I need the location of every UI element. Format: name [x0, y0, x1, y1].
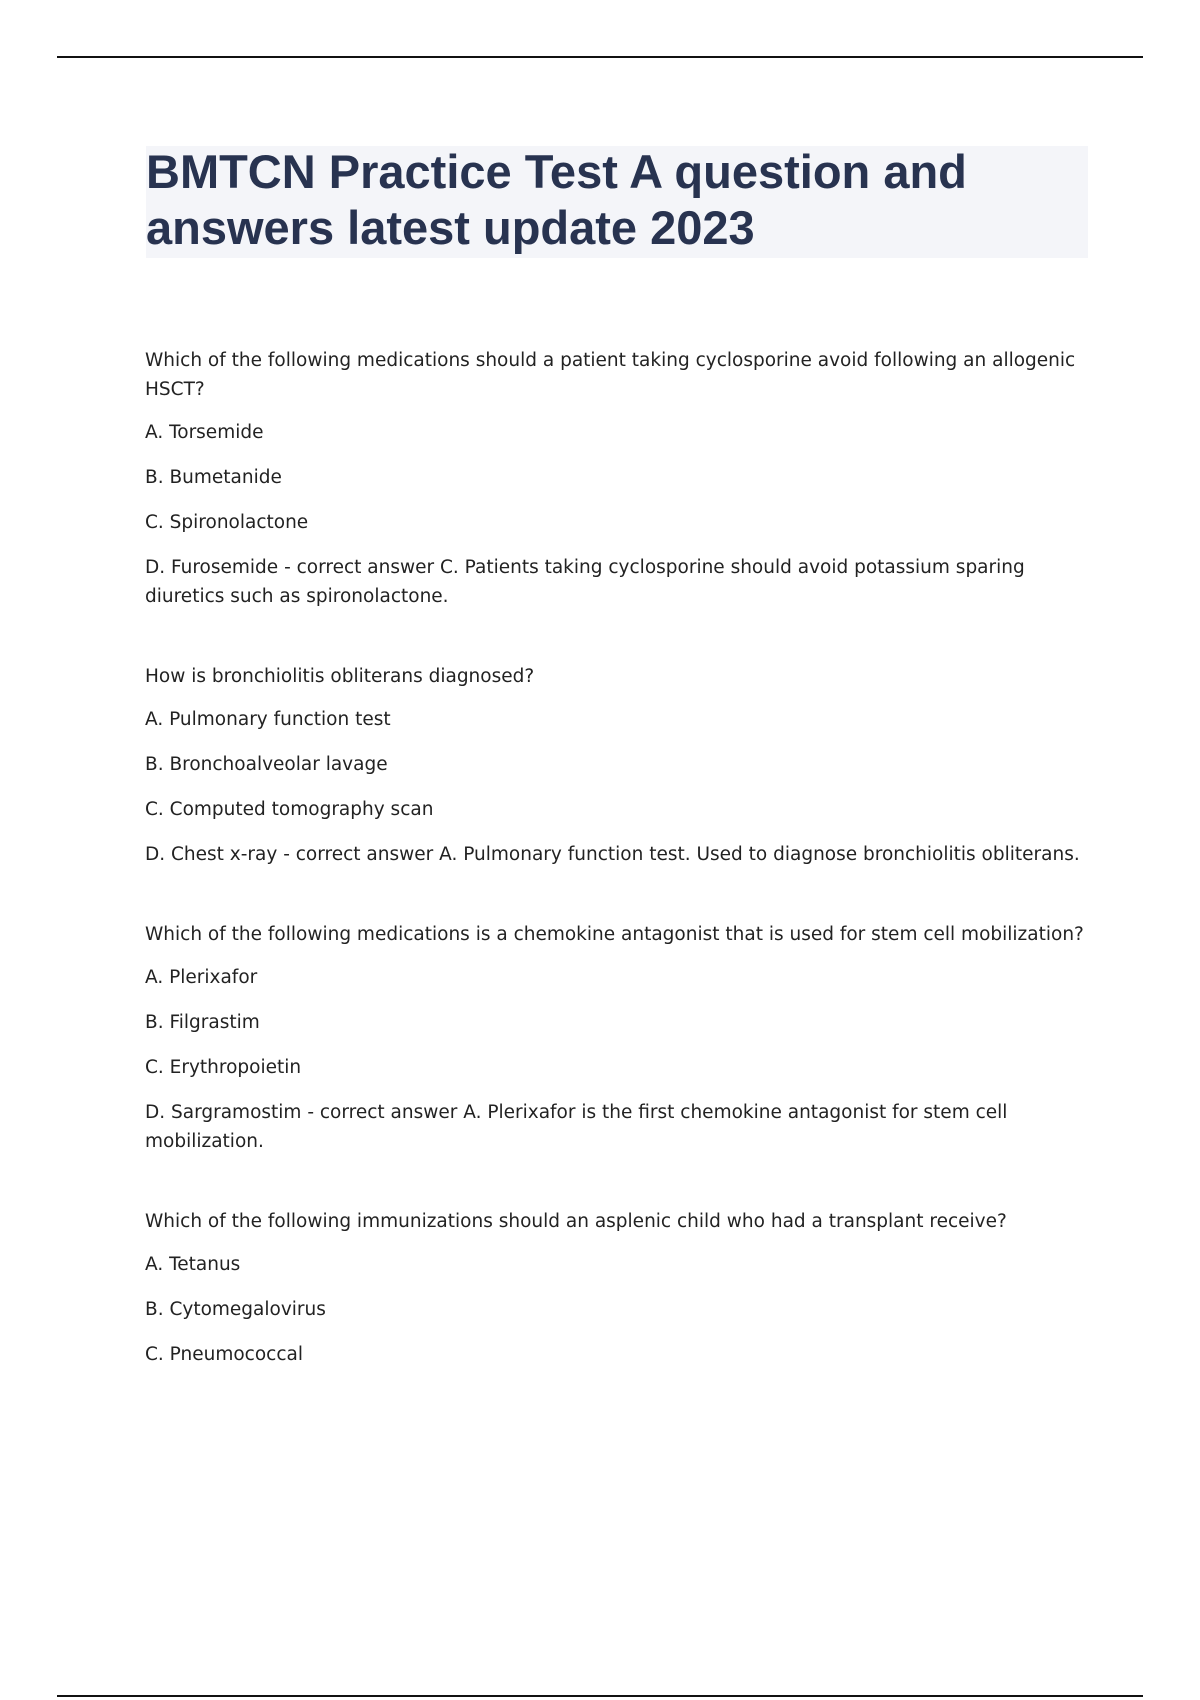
answer-option-with-explanation: D. Sargramostim - correct answer A. Plerixafor is the first chemokine antagonist for stem cell mobilization.	[145, 1102, 1008, 1152]
question-block	[145, 1207, 1085, 1369]
answer-option-with-explanation: D. Furosemide - correct answer C. Patients taking cyclosporine should avoid potassium sparing diuretics such as spironolactone.	[145, 557, 1025, 607]
answer-option: A. Torsemide	[145, 422, 264, 443]
answer-option: A. Plerixafor	[145, 967, 258, 988]
answer-option-with-explanation: D. Chest x-ray - correct answer A. Pulmonary function test. Used to diagnose bronchiolitis obliterans.	[145, 844, 1080, 865]
question-text: Which of the following immunizations should an asplenic child who had a transplant receive?	[145, 1211, 1007, 1232]
answer-option: C. Computed tomography scan	[145, 799, 434, 820]
question-text: Which of the following medications should a patient taking cyclosporine avoid following an allogenic HSCT?	[145, 350, 1076, 400]
answer-option: C. Pneumococcal	[145, 1344, 303, 1365]
answer-option: B. Cytomegalovirus	[145, 1299, 326, 1320]
answer-option: C. Erythropoietin	[145, 1057, 302, 1078]
answer-option: B. Bumetanide	[145, 467, 282, 488]
document-title: BMTCN Practice Test A question and answers latest update 2023	[146, 145, 967, 254]
question-text: Which of the following medications is a chemokine antagonist that is used for stem cell mobilization?	[145, 924, 1084, 945]
bottom-divider	[57, 1695, 1143, 1697]
answer-option: A. Tetanus	[145, 1254, 241, 1275]
answer-option: C. Spironolactone	[145, 512, 309, 533]
question-block	[145, 920, 1085, 1156]
question-text: How is bronchiolitis obliterans diagnosed?	[145, 666, 535, 687]
top-divider	[57, 56, 1143, 58]
answer-option: B. Filgrastim	[145, 1012, 260, 1033]
question-block	[145, 662, 1085, 869]
answer-option: B. Bronchoalveolar lavage	[145, 754, 388, 775]
question-list	[145, 346, 1085, 1420]
question-block	[145, 346, 1085, 611]
answer-option: A. Pulmonary function test	[145, 709, 391, 730]
